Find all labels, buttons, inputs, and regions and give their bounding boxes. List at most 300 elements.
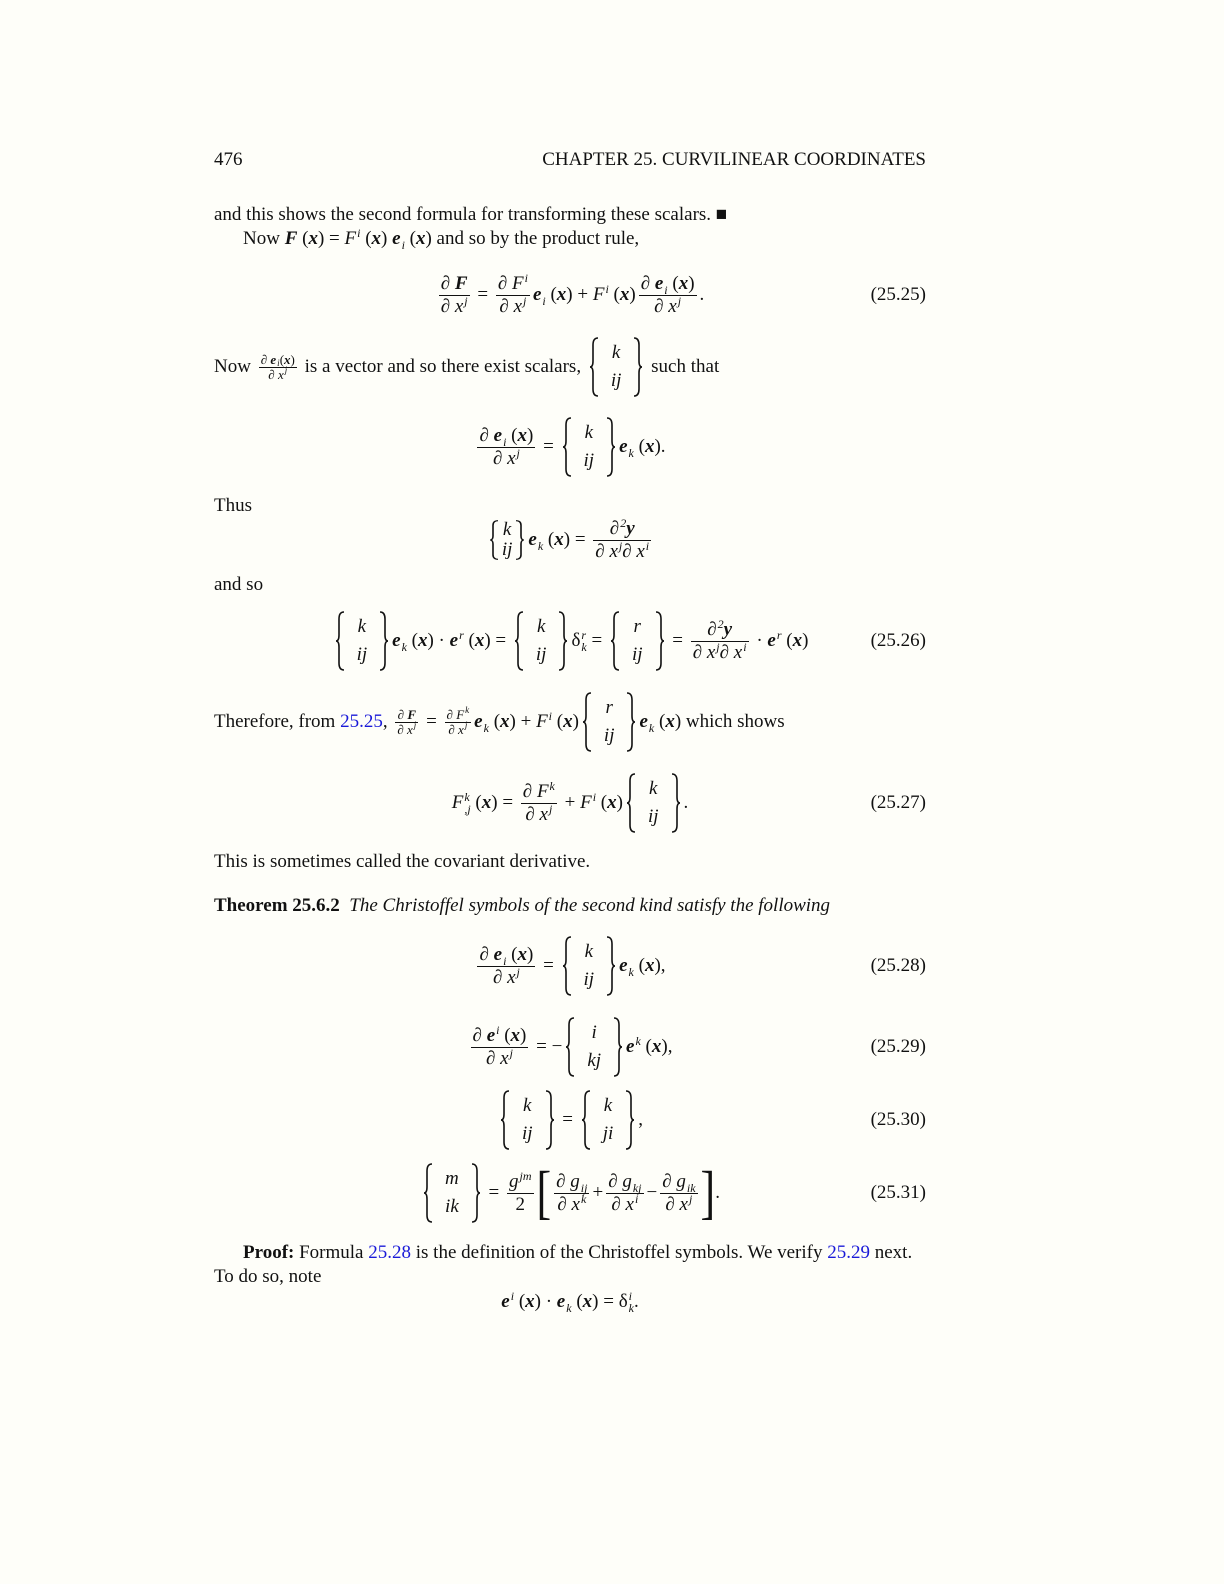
variable-symbol: F [451, 792, 464, 813]
superscript: i [605, 282, 609, 296]
scripts [688, 1191, 693, 1211]
denominator [555, 1191, 588, 1216]
scripts [509, 1045, 513, 1065]
variable-symbol: e [619, 955, 628, 976]
text: ) = [317, 228, 345, 249]
variable-symbol: g [509, 1170, 519, 1192]
variable-symbol: x [706, 641, 716, 663]
math-variable [652, 1037, 662, 1057]
superscript: i [548, 709, 553, 723]
text: ) [381, 228, 393, 249]
fraction [395, 708, 418, 737]
denominator [484, 1045, 515, 1070]
variable-symbol: x [636, 540, 645, 562]
superscript: k [635, 1034, 641, 1048]
christoffel-indices [591, 1092, 626, 1148]
text: = [538, 955, 559, 976]
text: = [472, 284, 493, 305]
line-content [474, 936, 665, 996]
scripts [464, 790, 471, 816]
scripts [542, 289, 546, 308]
right-bracket: ] [700, 1159, 716, 1226]
math-variable [513, 293, 527, 318]
fraction [477, 425, 535, 470]
denominator [446, 720, 469, 737]
christoffel-symbol [626, 773, 681, 833]
superscript: 2 [717, 616, 724, 631]
math-variable [571, 1191, 587, 1216]
fraction [660, 1171, 697, 1216]
upper-index: k [611, 342, 621, 363]
line-content [214, 852, 590, 872]
right-brace [626, 692, 636, 752]
math-variable [724, 619, 732, 641]
math-variable [619, 955, 634, 979]
math-variable [665, 712, 675, 732]
text: Therefore, from [214, 711, 341, 732]
math-variable [500, 1045, 513, 1070]
variable-symbol: x [277, 366, 284, 382]
math-variable [277, 365, 288, 382]
text: ∂ [492, 966, 508, 988]
variable-symbol: x [665, 711, 675, 732]
math-variable [486, 1022, 500, 1047]
text: · [751, 630, 768, 651]
variable-symbol: x [417, 630, 428, 651]
variable-symbol: y [723, 618, 733, 640]
text: ( [279, 351, 285, 367]
numerator [507, 1168, 534, 1193]
scripts [548, 801, 553, 821]
math-variable [625, 1191, 639, 1216]
variable-symbol: x [415, 228, 426, 249]
text: ∂ [609, 517, 620, 539]
text: next. [870, 1242, 913, 1263]
variable-symbol: x [481, 792, 492, 813]
upper-index: k [357, 616, 367, 637]
variable-symbol: e [556, 1291, 566, 1312]
variable-symbol: x [474, 630, 485, 651]
variable-symbol: x [525, 1291, 535, 1312]
christoffel-indices [599, 339, 634, 395]
scripts [401, 635, 407, 654]
left-bracket: [ [536, 1159, 552, 1226]
scripts [503, 430, 507, 449]
math-variable [620, 285, 630, 305]
numerator [496, 270, 530, 295]
qed-square: ■ [715, 204, 728, 225]
variable-symbol: x [571, 1193, 580, 1215]
text: ∂ [557, 1193, 572, 1215]
math-variable [539, 801, 553, 826]
superscript: r [581, 628, 587, 642]
variable-symbol: e [654, 272, 664, 294]
variable-symbol: e [270, 351, 277, 367]
lower-indices: ij [583, 969, 595, 990]
subscript: ,j [464, 802, 471, 816]
math-variable [449, 628, 464, 651]
scripts [628, 1289, 634, 1315]
math-variable [618, 1289, 634, 1315]
numerator [259, 353, 297, 367]
math-variable [679, 1191, 693, 1216]
scripts [524, 270, 528, 290]
superscript: i [645, 538, 650, 553]
scripts [510, 1289, 515, 1308]
variable-symbol: x [556, 284, 567, 305]
fraction [593, 515, 651, 563]
variable-symbol: e [474, 711, 483, 732]
math-variable [482, 793, 492, 813]
math-variable [571, 628, 587, 654]
equation-number: (25.25) [870, 284, 926, 305]
numerator [608, 515, 637, 540]
fraction [507, 1168, 534, 1216]
scripts [465, 705, 470, 719]
scripts [496, 1022, 500, 1042]
scripts [618, 538, 623, 558]
numerator [521, 778, 557, 803]
variable-symbol: e [767, 630, 776, 651]
text: ∂ [665, 1193, 680, 1215]
math-variable [570, 1171, 587, 1193]
scripts [635, 1034, 641, 1053]
text: ) = [491, 792, 518, 813]
line-content [420, 1159, 720, 1226]
variable-symbol: e [493, 943, 503, 965]
variable-symbol: x [454, 295, 464, 317]
math-variable [636, 538, 650, 563]
text: ( [552, 711, 564, 732]
math-variable [270, 353, 279, 367]
scripts [516, 445, 520, 465]
math-variable [528, 529, 544, 553]
text: ) + [509, 711, 537, 732]
line-content [474, 417, 665, 477]
left-brace [581, 1090, 591, 1150]
scripts [686, 1176, 696, 1195]
cross-reference-link[interactable]: 25.28 [368, 1242, 411, 1263]
scripts [664, 278, 668, 297]
bold-label: Theorem 25.6.2 [214, 895, 340, 916]
numerator [477, 425, 535, 447]
text: ( [488, 711, 501, 732]
variable-symbol: x [678, 272, 689, 294]
math-variable [626, 1034, 641, 1057]
numerator [639, 273, 697, 295]
christoffel-indices [572, 938, 607, 994]
text: such that [646, 356, 720, 377]
variable-symbol: x [308, 228, 318, 249]
denominator [609, 1191, 640, 1216]
text: ∂ [719, 641, 734, 663]
text: − [646, 1182, 658, 1203]
line-content [214, 575, 263, 595]
text: ∂ [268, 366, 278, 382]
math-variable [308, 229, 318, 249]
scripts [483, 716, 489, 735]
christoffel-symbol [500, 1090, 555, 1150]
text: . [699, 284, 705, 305]
subscript: k [628, 446, 634, 460]
math-variable [511, 1025, 521, 1047]
christoffel-symbol [423, 1163, 481, 1223]
upper-index: r [605, 697, 613, 718]
line-content [243, 226, 640, 252]
math-variable [416, 229, 426, 249]
lower-indices: ij [603, 725, 615, 746]
left-brace [565, 1017, 575, 1077]
cross-reference-link[interactable]: 25.25 [340, 711, 383, 732]
math-variable [392, 228, 405, 252]
denominator [593, 538, 651, 563]
christoffel-indices [620, 613, 655, 669]
variable-symbol: x [609, 540, 618, 562]
math-variable [583, 1292, 593, 1312]
variable-symbol: F [284, 228, 298, 249]
christoffel-symbol [581, 1090, 636, 1150]
text: ( [608, 284, 620, 305]
text: ∂ [522, 780, 537, 802]
numerator [660, 1171, 697, 1193]
numerator [471, 1022, 529, 1047]
superscript: k [580, 1191, 587, 1206]
math-variable [557, 285, 567, 305]
fraction [445, 705, 472, 737]
bold-label: Proof: [243, 1242, 295, 1263]
text: ( [499, 1024, 511, 1046]
text: ∂ [595, 540, 610, 562]
subscript: i [401, 238, 405, 252]
variable-symbol: x [554, 529, 564, 550]
variable-symbol: e [392, 630, 401, 651]
text: ( [781, 630, 793, 651]
text: ) = [484, 630, 511, 651]
denominator [395, 720, 418, 737]
variable-symbol: x [500, 711, 510, 732]
text: and this shows the second formula for transforming these scalars. [214, 204, 716, 225]
variable-symbol: x [582, 1291, 593, 1312]
text: ( [506, 424, 518, 446]
denominator [439, 293, 470, 318]
variable-symbol: e [501, 1291, 510, 1312]
text: ) [526, 943, 534, 965]
upper-index: m [445, 1168, 459, 1189]
text: ∂ [692, 641, 707, 663]
text: ( [506, 943, 518, 965]
variable-symbol: F [536, 711, 548, 732]
variable-symbol: F [580, 792, 592, 813]
lower-indices: ik [445, 1196, 459, 1217]
line-content [501, 1289, 639, 1315]
text: ( [654, 711, 666, 732]
subscript: k [581, 640, 587, 654]
lower-indices: ji [602, 1123, 614, 1144]
text: ∂ [608, 1170, 623, 1192]
line-content [214, 1267, 321, 1287]
scripts [284, 365, 288, 379]
text: ∂ [556, 1170, 571, 1192]
right-brace [633, 337, 643, 397]
variable-symbol: x [644, 436, 655, 457]
math-variable [679, 273, 689, 295]
numerator [606, 1171, 643, 1193]
text: ) [290, 351, 295, 367]
christoffel-symbol [514, 611, 569, 671]
math-variable [407, 720, 417, 737]
text: ) [526, 424, 534, 446]
text: ( [404, 228, 416, 249]
variable-symbol: F [592, 284, 605, 305]
christoffel-symbol [489, 520, 526, 560]
fraction [439, 273, 470, 318]
text: ( [633, 436, 645, 457]
left-brace [562, 936, 572, 996]
text: = [557, 1109, 578, 1130]
math-variable [706, 639, 720, 664]
subscript: kj [632, 1180, 642, 1195]
scripts [677, 293, 682, 313]
text: ∂ [622, 540, 637, 562]
denominator [266, 365, 289, 382]
text: ∂ [640, 272, 655, 294]
scripts [648, 716, 655, 735]
text: ∂ [440, 295, 455, 317]
christoffel-indices [433, 1165, 471, 1221]
math-variable [645, 956, 655, 976]
superscript: j [464, 293, 468, 308]
math-variable [451, 790, 471, 816]
lower-indices: ij [501, 539, 513, 560]
line-content [214, 496, 252, 516]
text: , [638, 1109, 644, 1130]
subscript: k [537, 539, 544, 553]
text: ) [629, 284, 636, 305]
subscript: k [648, 721, 655, 735]
text: ∂ [611, 1193, 626, 1215]
line-content [214, 896, 830, 916]
right-brace [545, 1090, 555, 1150]
text: = [483, 1182, 504, 1203]
page-header [214, 149, 926, 171]
math-variable [507, 445, 520, 470]
superscript: k [464, 790, 470, 804]
christoffel-symbol [565, 1017, 623, 1077]
upper-index: k [523, 1095, 532, 1116]
scripts [503, 949, 507, 968]
christoffel-symbol [582, 692, 637, 752]
math-variable [494, 425, 507, 447]
text: ( [640, 1036, 652, 1057]
math-variable [455, 273, 468, 295]
text: = [667, 630, 688, 651]
fraction [496, 270, 530, 318]
line-content [214, 337, 719, 397]
scripts [401, 233, 405, 252]
right-brace [671, 773, 681, 833]
christoffel-symbol [562, 417, 617, 477]
equation-number: (25.27) [870, 792, 926, 813]
subscript: k [628, 1301, 634, 1315]
fraction [477, 944, 535, 989]
scripts [464, 720, 468, 734]
equation-number: (25.31) [870, 1182, 926, 1203]
math-variable [372, 229, 382, 249]
text: . [683, 792, 689, 813]
text: ∂ [440, 272, 455, 294]
text: ) = [563, 529, 591, 550]
variable-symbol: x [668, 295, 677, 317]
math-variable [418, 631, 428, 651]
lower-indices: ij [521, 1123, 533, 1144]
scripts [549, 778, 555, 798]
math-variable [474, 711, 489, 735]
right-brace [655, 611, 665, 671]
christoffel-symbol [589, 337, 644, 397]
denominator [514, 1194, 528, 1216]
fraction [471, 1022, 529, 1070]
variable-symbol: F [344, 228, 357, 249]
line-content [486, 515, 654, 563]
math-variable [344, 226, 361, 249]
text: ∂ [492, 447, 508, 469]
text: ( [596, 792, 608, 813]
subscript: ij [580, 1180, 588, 1195]
variable-symbol: x [407, 721, 413, 737]
left-brace [500, 1090, 510, 1150]
denominator [652, 293, 683, 318]
scripts [580, 1176, 588, 1195]
variable-symbol: e [639, 711, 648, 732]
left-brace [335, 611, 345, 671]
text: Formula [294, 1242, 369, 1263]
line-content [214, 692, 785, 752]
text: ) [802, 630, 809, 651]
text: ( [360, 228, 372, 249]
fraction [691, 616, 749, 664]
upper-index: k [603, 1095, 613, 1116]
superscript: j [677, 293, 682, 308]
chapter-title: CHAPTER 25. CURVILINEAR COORDINATES [542, 149, 926, 170]
text: . [633, 1291, 639, 1312]
scripts [459, 628, 464, 647]
cross-reference-link[interactable]: 25.29 [827, 1242, 870, 1263]
variable-symbol: x [607, 792, 617, 813]
scripts [776, 628, 782, 647]
italic-text: The Christoffel symbols of the second kind satisfy the following [349, 895, 831, 916]
upper-index: k [649, 778, 658, 799]
variable-symbol: F [511, 272, 524, 294]
text: ( [633, 955, 645, 976]
math-variable [733, 639, 747, 664]
variable-symbol: x [651, 1036, 662, 1057]
text: ∂ [662, 1170, 677, 1192]
upper-index: i [591, 1022, 597, 1043]
text: + [592, 1182, 604, 1203]
scripts [580, 1191, 587, 1211]
denominator [491, 445, 522, 470]
variable-symbol: x [507, 447, 516, 469]
variable-symbol: x [513, 295, 522, 317]
upper-index: k [536, 616, 546, 637]
scripts [357, 226, 361, 245]
upper-index: k [584, 422, 594, 443]
lower-indices: ij [647, 806, 659, 827]
superscript: j [523, 293, 527, 308]
christoffel-indices [636, 775, 671, 831]
text: = [538, 436, 559, 457]
right-brace [613, 1017, 623, 1077]
